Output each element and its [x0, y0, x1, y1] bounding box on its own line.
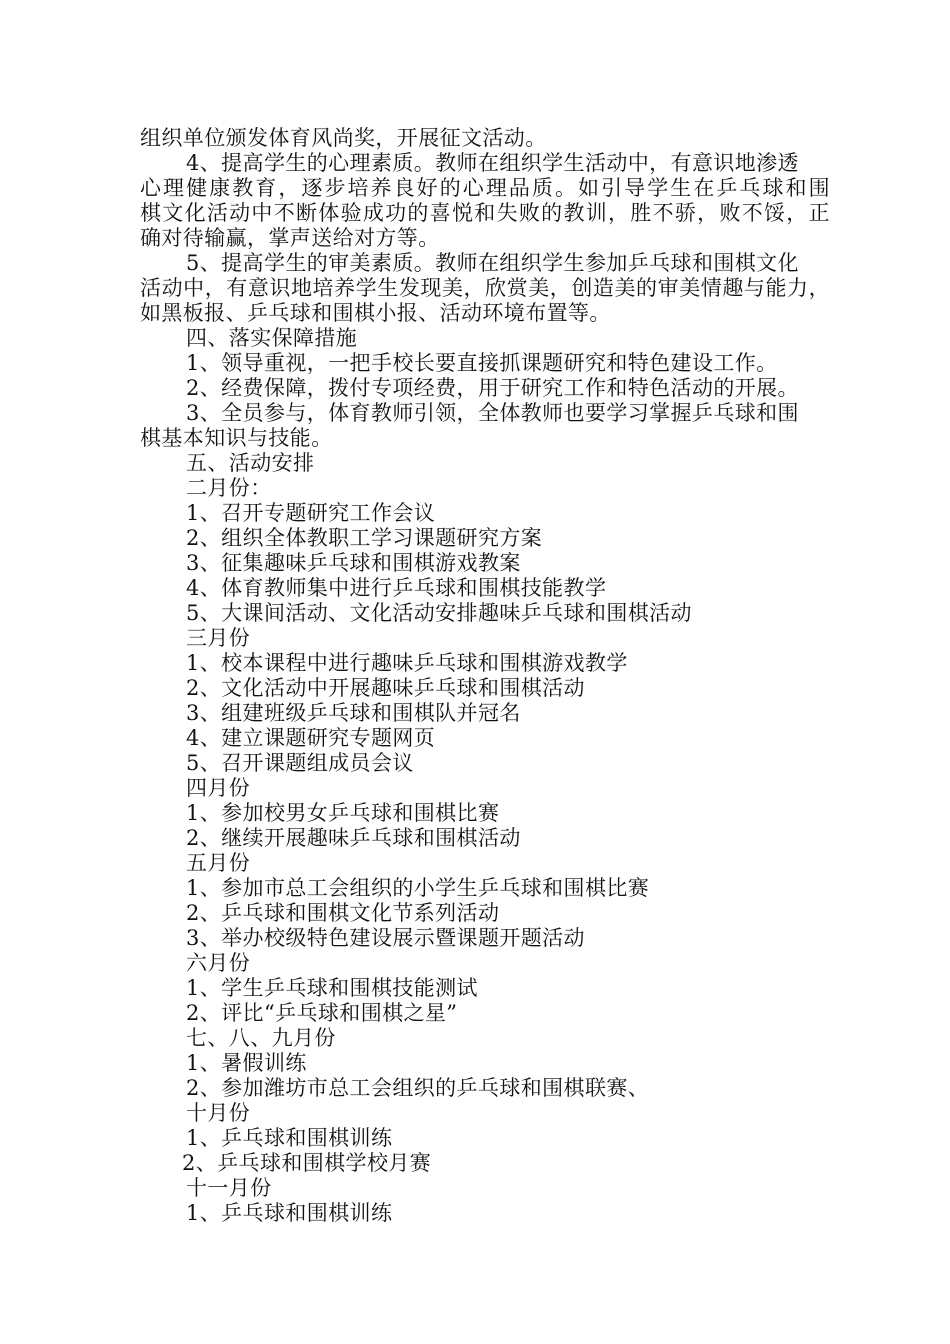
text-line: 棋基本知识与技能。 [140, 426, 333, 450]
list-item: 2、评比“乒乓球和围棋之星” [186, 1001, 458, 1025]
month-heading: 十一月份 [186, 1176, 272, 1200]
list-item: 3、组建班级乒乓球和围棋队并冠名 [186, 701, 521, 725]
text-line: 3、全员参与，体育教师引领，全体教师也要学习掌握乒乓球和围 [186, 401, 799, 425]
text-line: 4、提高学生的心理素质。教师在组织学生活动中，有意识地渗透 [186, 151, 799, 175]
section-heading: 五、活动安排 [186, 451, 315, 475]
text-line: 1、领导重视，一把手校长要直接抓课题研究和特色建设工作。 [186, 351, 778, 375]
list-item: 1、校本课程中进行趣味乒乓球和围棋游戏教学 [186, 651, 628, 675]
section-heading: 四、落实保障措施 [186, 326, 358, 350]
month-heading: 七、八、九月份 [186, 1026, 336, 1050]
text-line: 如黑板报、乒乓球和围棋小报、活动环境布置等。 [140, 301, 611, 325]
text-line: 棋文化活动中不断体验成功的喜悦和失败的教训，胜不骄，败不馁，正 [140, 201, 830, 225]
list-item: 1、参加校男女乒乓球和围棋比赛 [186, 801, 500, 825]
month-heading: 四月份 [186, 776, 251, 800]
month-heading: 六月份 [186, 951, 251, 975]
text-line: 2、经费保障，拨付专项经费，用于研究工作和特色活动的开展。 [186, 376, 799, 400]
list-item: 2、文化活动中开展趣味乒乓球和围棋活动 [186, 676, 585, 700]
list-item: 1、乒乓球和围棋训练 [186, 1201, 393, 1225]
month-heading: 二月份： [186, 476, 272, 500]
list-item: 2、参加潍坊市总工会组织的乒乓球和围棋联赛、 [186, 1076, 650, 1100]
list-item: 2、乒乓球和围棋学校月赛 [182, 1151, 432, 1175]
text-line: 确对待输赢，掌声送给对方等。 [140, 226, 440, 250]
list-item: 1、参加市总工会组织的小学生乒乓球和围棋比赛 [186, 876, 650, 900]
text-line: 组织单位颁发体育风尚奖，开展征文活动。 [140, 126, 547, 150]
list-item: 2、组织全体教职工学习课题研究方案 [186, 526, 543, 550]
month-heading: 十月份 [186, 1101, 251, 1125]
list-item: 1、乒乓球和围棋训练 [186, 1126, 393, 1150]
text-line: 活动中，有意识地培养学生发现美，欣赏美，创造美的审美情趣与能力， [140, 276, 830, 300]
text-line: 心理健康教育，逐步培养良好的心理品质。如引导学生在乒乓球和围 [140, 176, 830, 200]
list-item: 2、乒乓球和围棋文化节系列活动 [186, 901, 500, 925]
list-item: 1、召开专题研究工作会议 [186, 501, 436, 525]
month-heading: 五月份 [186, 851, 251, 875]
text-line: 5、提高学生的审美素质。教师在组织学生参加乒乓球和围棋文化 [186, 251, 799, 275]
list-item: 5、大课间活动、文化活动安排趣味乒乓球和围棋活动 [186, 601, 692, 625]
list-item: 1、暑假训练 [186, 1051, 307, 1075]
month-heading: 三月份 [186, 626, 251, 650]
list-item: 5、召开课题组成员会议 [186, 751, 414, 775]
list-item: 4、建立课题研究专题网页 [186, 726, 436, 750]
list-item: 4、体育教师集中进行乒乓球和围棋技能教学 [186, 576, 607, 600]
list-item: 1、学生乒乓球和围棋技能测试 [186, 976, 478, 1000]
list-item: 3、举办校级特色建设展示暨课题开题活动 [186, 926, 585, 950]
list-item: 2、继续开展趣味乒乓球和围棋活动 [186, 826, 521, 850]
list-item: 3、征集趣味乒乓球和围棋游戏教案 [186, 551, 521, 575]
